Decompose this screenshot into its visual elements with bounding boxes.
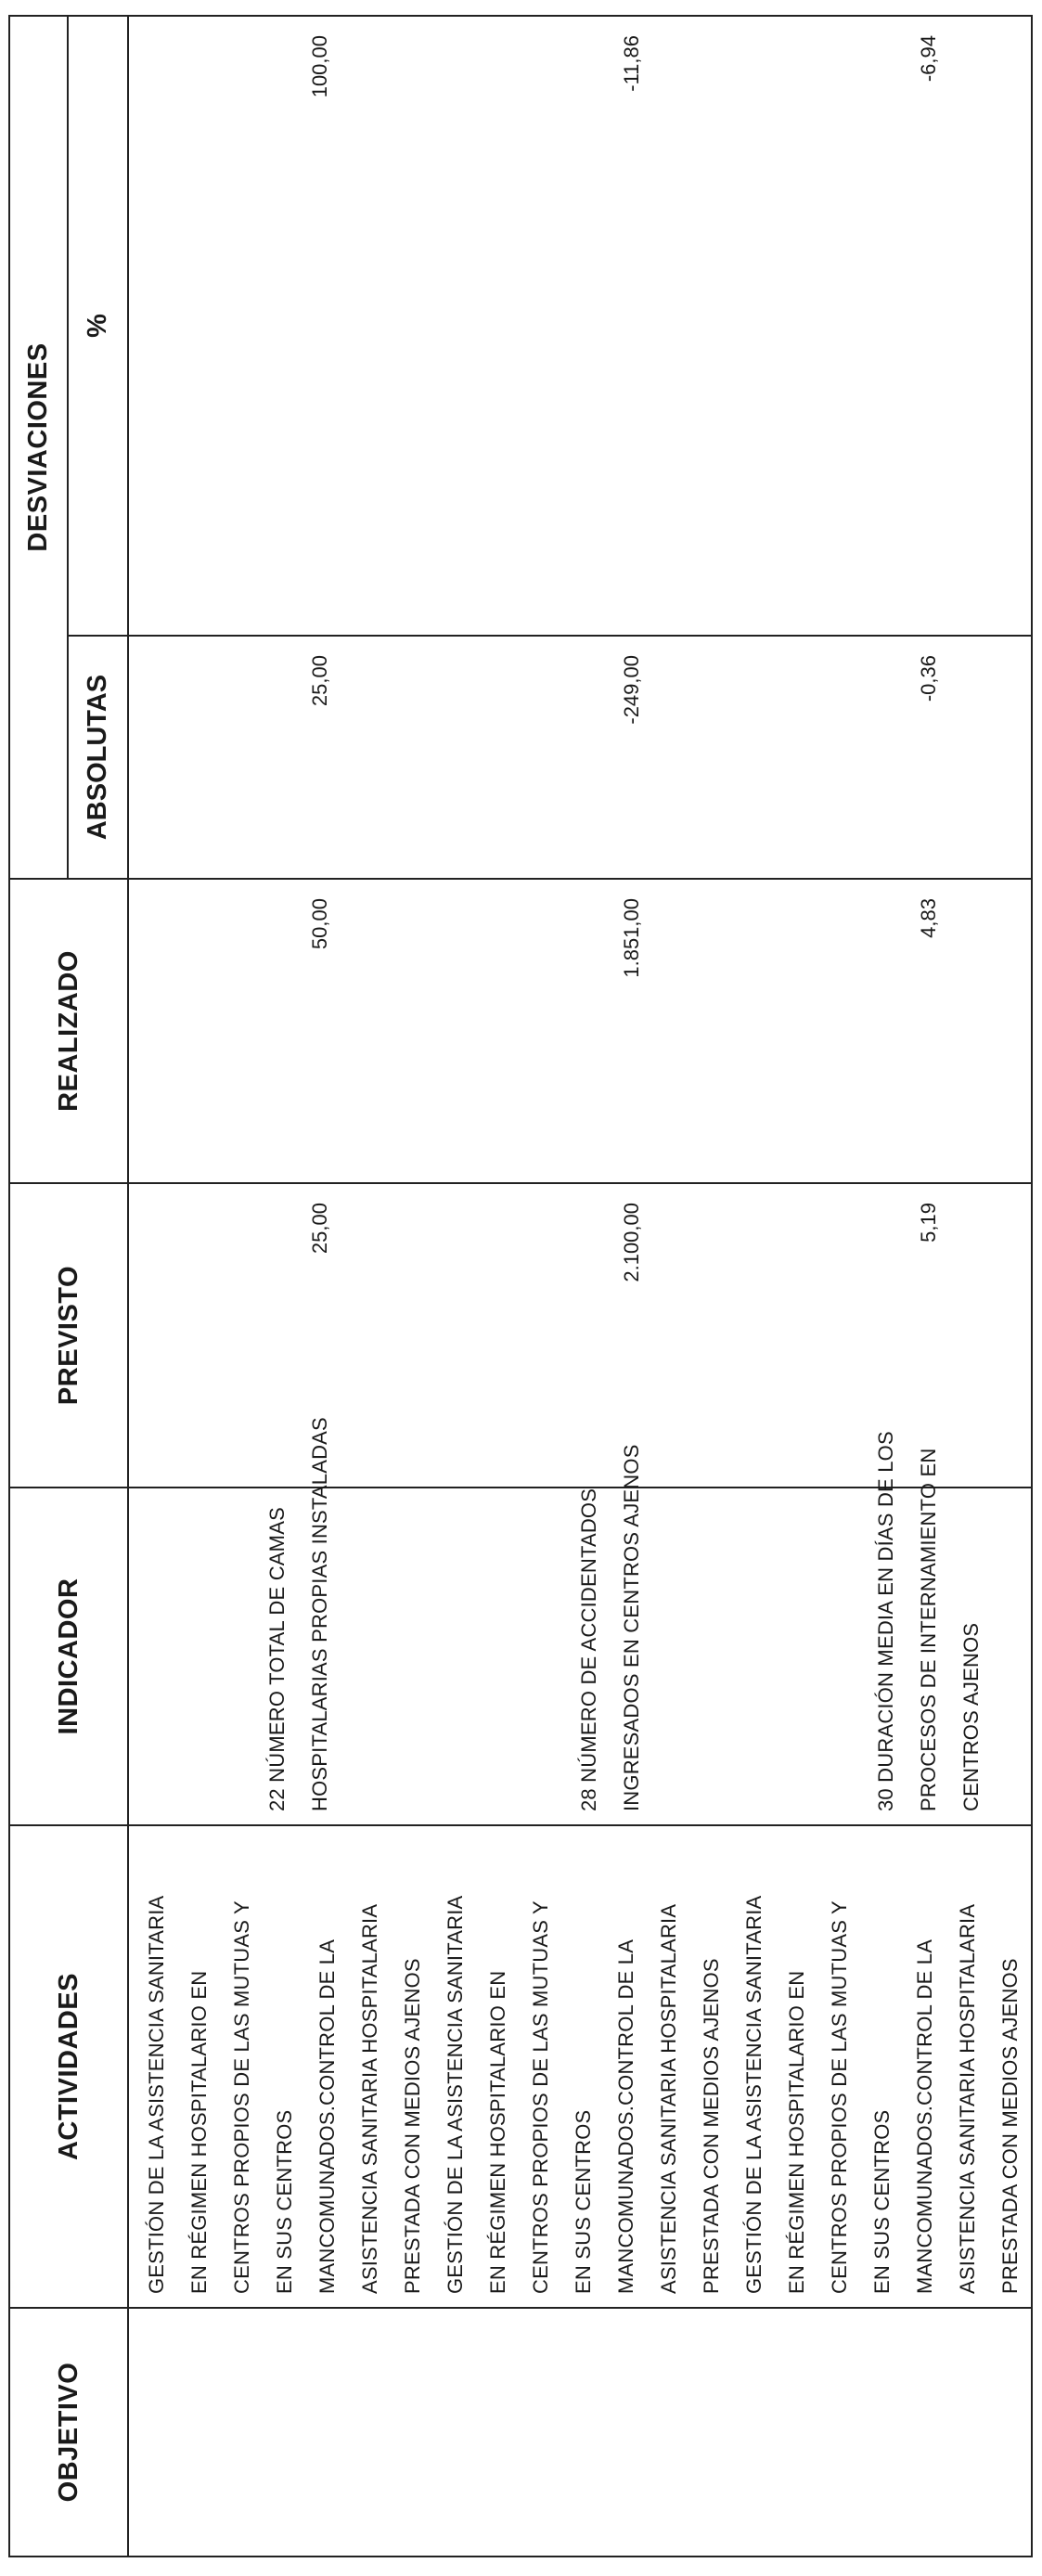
actividad-line: EN SUS CENTROS	[572, 2109, 595, 2294]
absolutas-value: 25,00	[308, 655, 331, 707]
actividad-line: PRESTADA CON MEDIOS AJENOS	[401, 1958, 424, 2294]
header-objetivo: OBJETIVO	[10, 2307, 129, 2556]
porcentaje-value: 100,00	[308, 35, 331, 98]
actividades-cell	[129, 1824, 1031, 2307]
header-porcentaje: %	[83, 314, 112, 338]
indicador-line: 30 DURACIÓN MEDIA EN DÍAS DE LOS	[874, 1431, 897, 1811]
indicador-line: CENTROS AJENOS	[959, 1622, 983, 1811]
actividad-line: GESTIÓN DE LA ASISTENCIA SANITARIA	[444, 1895, 467, 2294]
realizado-value: 1.851,00	[620, 898, 643, 978]
actividad-line: MANCOMUNADOS.CONTROL DE LA	[614, 1938, 637, 2294]
actividad-line: EN SUS CENTROS	[870, 2109, 894, 2294]
porcentaje-cell	[129, 17, 1031, 635]
actividad-line: GESTIÓN DE LA ASISTENCIA SANITARIA	[145, 1895, 168, 2294]
porcentaje-value: -6,94	[917, 35, 940, 83]
header-absolutas: ABSOLUTAS	[69, 635, 127, 878]
actividad-line: ASISTENCIA SANITARIA HOSPITALARIA	[657, 1903, 680, 2294]
actividad-line: CENTROS PROPIOS DE LAS MUTUAS Y	[828, 1900, 851, 2294]
header-previsto: PREVISTO	[10, 1182, 129, 1487]
header-desviaciones-group	[10, 17, 129, 878]
indicador-line: PROCESOS DE INTERNAMIENTO EN	[917, 1448, 940, 1811]
absolutas-cell	[129, 635, 1031, 878]
actividad-line: EN SUS CENTROS	[273, 2109, 296, 2294]
previsto-cell	[129, 1182, 1031, 1487]
actividad-line: ASISTENCIA SANITARIA HOSPITALARIA	[358, 1903, 381, 2294]
realizado-cell	[129, 878, 1031, 1182]
porcentaje-value: -11,86	[620, 35, 643, 92]
realizado-value: 50,00	[308, 898, 331, 950]
header-indicador: INDICADOR	[10, 1487, 129, 1824]
previsto-value: 5,19	[917, 1203, 940, 1243]
indicador-line: INGRESADOS EN CENTROS AJENOS	[620, 1444, 643, 1811]
actividad-line: CENTROS PROPIOS DE LAS MUTUAS Y	[230, 1900, 253, 2294]
actividad-line: CENTROS PROPIOS DE LAS MUTUAS Y	[529, 1900, 552, 2294]
previsto-value: 25,00	[308, 1203, 331, 1255]
indicador-line: 22 NÚMERO TOTAL DE CAMAS	[265, 1507, 289, 1811]
indicador-cell	[129, 1417, 1031, 1824]
actividad-line: EN RÉGIMEN HOSPITALARIO EN	[486, 1970, 509, 2294]
actividad-line: EN RÉGIMEN HOSPITALARIO EN	[187, 1970, 211, 2294]
header-actividades: ACTIVIDADES	[10, 1824, 129, 2307]
indicador-line: HOSPITALARIAS PROPIAS INSTALADAS	[308, 1417, 331, 1811]
actividad-line: MANCOMUNADOS.CONTROL DE LA	[315, 1938, 339, 2294]
previsto-value: 2.100,00	[620, 1203, 643, 1282]
actividad-line: EN RÉGIMEN HOSPITALARIO EN	[785, 1970, 808, 2294]
report-table	[8, 15, 1033, 2557]
actividad-line: PRESTADA CON MEDIOS AJENOS	[700, 1958, 723, 2294]
absolutas-value: -249,00	[620, 655, 643, 725]
absolutas-value: -0,36	[917, 655, 940, 702]
actividad-line: GESTIÓN DE LA ASISTENCIA SANITARIA	[742, 1895, 765, 2294]
realizado-value: 4,83	[917, 898, 940, 938]
header-desviaciones: DESVIACIONES	[10, 17, 69, 878]
indicador-line: 28 NÚMERO DE ACCIDENTADOS	[577, 1488, 600, 1811]
actividad-line: ASISTENCIA SANITARIA HOSPITALARIA	[956, 1903, 979, 2294]
objetivo-cell	[129, 2307, 1031, 2556]
header-realizado: REALIZADO	[10, 878, 129, 1182]
actividad-line: PRESTADA CON MEDIOS AJENOS	[998, 1958, 1022, 2294]
actividad-line: MANCOMUNADOS.CONTROL DE LA	[913, 1938, 936, 2294]
